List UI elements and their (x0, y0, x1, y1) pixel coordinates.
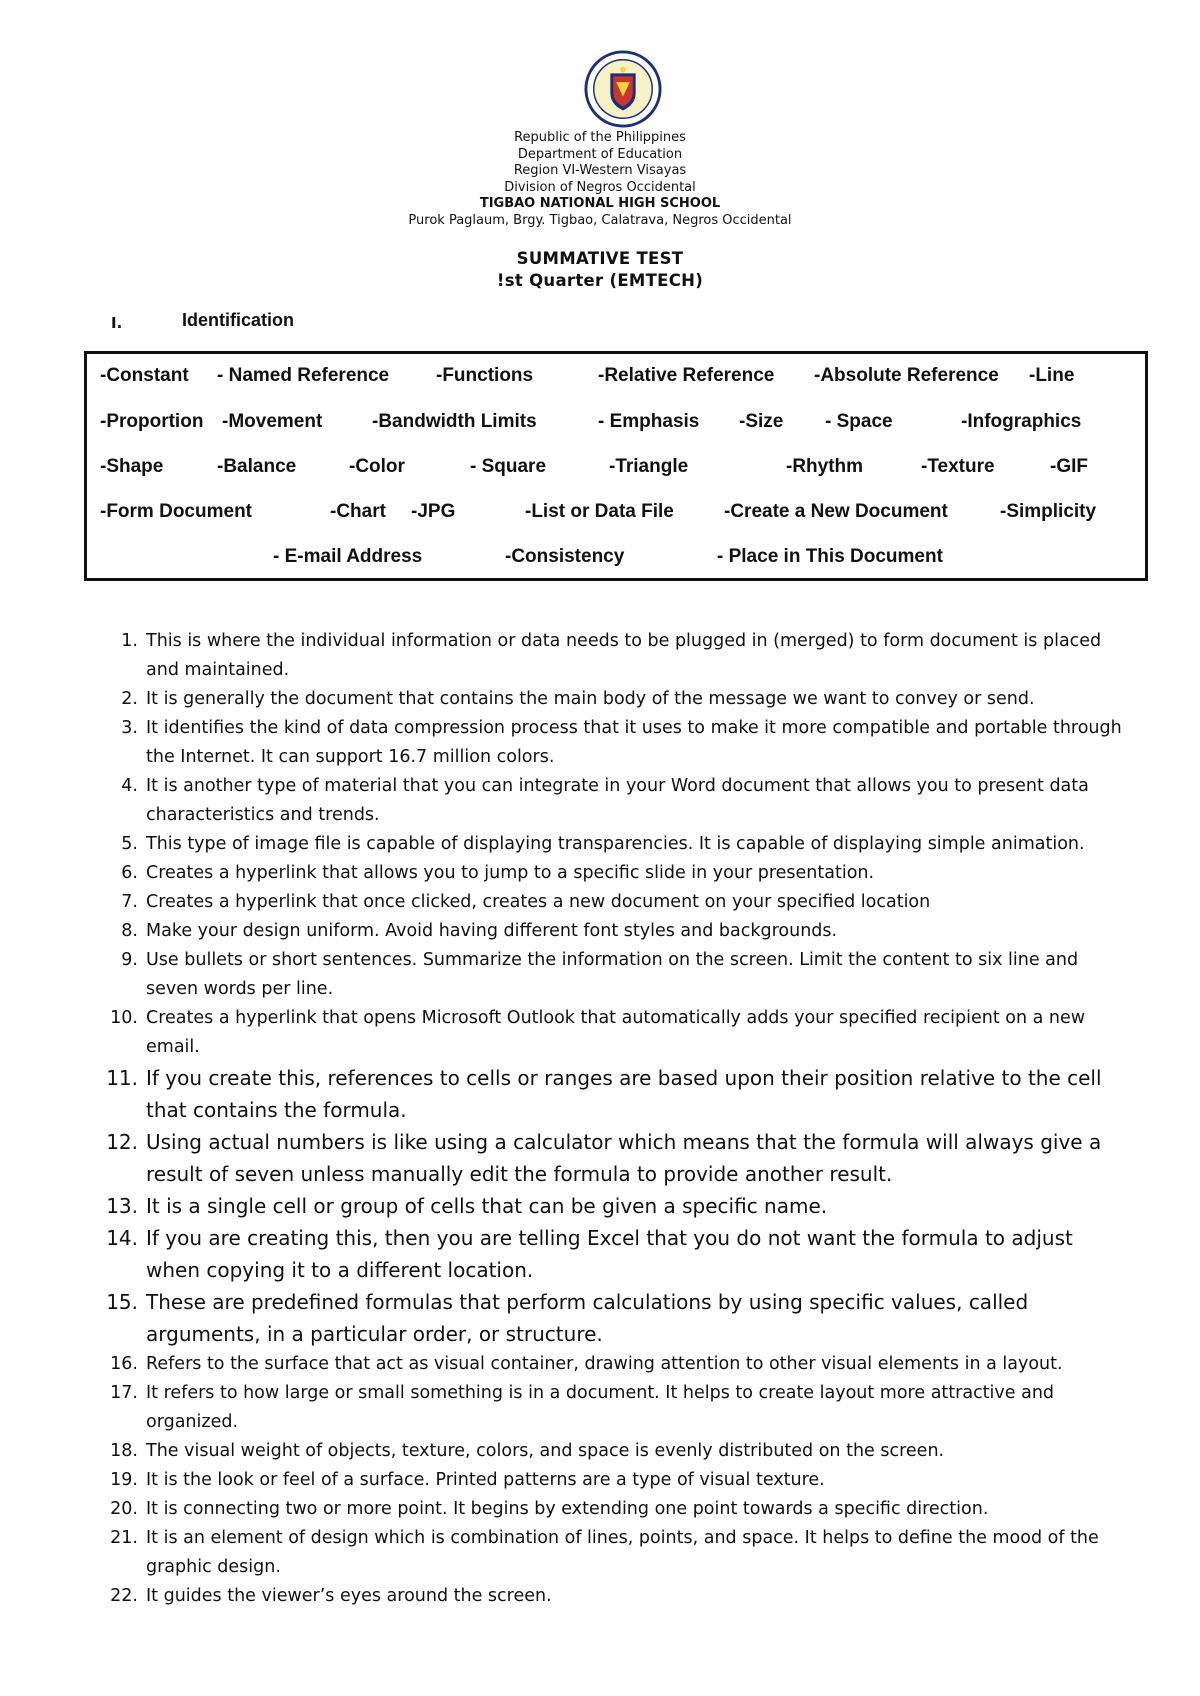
word-bank-item: - Square (470, 456, 547, 477)
word-bank-item: -Texture (921, 456, 995, 477)
question-item: 2. It is generally the document that contains the main body of the message we want to convey or send. (121, 689, 1035, 709)
word-bank-item: -Movement (222, 411, 323, 432)
word-bank-item: -Triangle (609, 456, 689, 477)
letterhead-line: Department of Education (517, 146, 683, 162)
section-number: I. (111, 314, 123, 332)
test-heading (0, 248, 1200, 292)
word-bank-item: -Chart (330, 501, 386, 522)
word-bank-item: -Infographics (961, 411, 1082, 432)
letterhead-line: Region VI-Western Visayas (513, 163, 687, 178)
word-bank-item: -Proportion (100, 411, 204, 432)
question-item: 7. Creates a hyperlink that once clicked, creates a new document on your specified location (121, 892, 931, 912)
word-bank-item: -Color (349, 456, 405, 477)
school-address: Purok Paglaum, Brgy. Tigbao, Calatrava, Negros Occidental (408, 212, 792, 228)
word-bank-item: -Balance (217, 456, 297, 477)
question-item: 9. Use bullets or short sentences. Summarize the information on the screen. Limit the content to six line and seven words per line. (121, 950, 1079, 999)
letterhead (0, 130, 1200, 229)
question-item: 21. It is an element of design which is combination of lines, points, and space. It helps to define the mood of the graphic design. (110, 1528, 1099, 1577)
section-title: Identification (182, 310, 294, 330)
question-item: 12. Using actual numbers is like using a calculator which means that the formula will always give a result of seven unless manually edit the formula to provide another result. (106, 1130, 1102, 1186)
letterhead-line: Division of Negros Occidental (504, 179, 696, 195)
word-bank-item: -Rhythm (786, 456, 864, 477)
test-subtitle: !st Quarter (EMTECH) (496, 271, 704, 290)
question-item: 3. It identifies the kind of data compression process that it uses to make it more compatible and portable through the Internet. It can support 16.7 million colors. (121, 718, 1122, 767)
question-item: 5. This type of image file is capable of displaying transparencies. It is capable of displaying simple animation. (121, 834, 1085, 854)
word-bank-item: -JPG (411, 501, 456, 522)
word-bank-item: -Size (739, 411, 784, 432)
test-title: SUMMATIVE TEST (516, 249, 684, 268)
deped-seal-logo (584, 50, 662, 128)
word-bank-item: -Relative Reference (598, 365, 775, 386)
word-bank-item: -List or Data File (525, 501, 674, 522)
question-item: 14. If you are creating this, then you are telling Excel that you do not want the formula to adjust when copying it to a different location. (106, 1226, 1073, 1282)
word-bank-item: -Create a New Document (724, 501, 948, 522)
word-bank-item: -Absolute Reference (814, 365, 999, 386)
letterhead-line: Republic of the Philippines (514, 130, 686, 145)
word-bank-item: -Consistency (505, 546, 625, 567)
question-item: 20. It is connecting two or more point. It begins by extending one point towards a specific direction. (110, 1499, 989, 1519)
word-bank-item: - Named Reference (217, 365, 390, 386)
word-bank-item: -Form Document (100, 501, 252, 522)
question-item: 6. Creates a hyperlink that allows you to jump to a specific slide in your presentation. (121, 863, 875, 883)
word-bank-item: - Emphasis (598, 411, 700, 432)
question-item: 15. These are predefined formulas that perform calculations by using specific values, called arguments, in a particular order, or structure. (106, 1290, 1029, 1346)
question-item: 8. Make your design uniform. Avoid having different font styles and backgrounds. (121, 921, 838, 941)
question-item: 22. It guides the viewer’s eyes around the screen. (110, 1586, 552, 1606)
word-bank-item: -GIF (1050, 456, 1088, 477)
word-bank-item: -Functions (436, 365, 534, 386)
word-bank-item: -Line (1029, 365, 1075, 386)
question-item: 18. The visual weight of objects, texture, colors, and space is evenly distributed on the screen. (110, 1441, 945, 1461)
question-item: 1. This is where the individual information or data needs to be plugged in (merged) to form document is placed and maintained. (121, 631, 1102, 680)
school-name: TIGBAO NATIONAL HIGH SCHOOL (479, 196, 721, 211)
question-item: 19. It is the look or feel of a surface. Printed patterns are a type of visual texture. (110, 1470, 825, 1490)
question-item: 17. It refers to how large or small something is in a document. It helps to create layout more attractive and organized. (110, 1383, 1055, 1432)
word-bank-item: - Place in This Document (717, 546, 943, 567)
word-bank-item: -Constant (100, 365, 189, 386)
question-item: 10. Creates a hyperlink that opens Microsoft Outlook that automatically adds your specified recipient on a new email. (110, 1008, 1086, 1057)
word-bank-item: - E-mail Address (273, 546, 423, 567)
word-bank-item: -Shape (100, 456, 164, 477)
question-item: 16. Refers to the surface that act as visual container, drawing attention to other visual elements in a layout. (110, 1354, 1063, 1374)
question-item: 4. It is another type of material that you can integrate in your Word document that allows you to present data characteristics and trends. (121, 776, 1089, 825)
question-list (100, 627, 1130, 1611)
word-bank-item: -Bandwidth Limits (372, 411, 537, 432)
word-bank-item: - Space (825, 411, 893, 432)
question-item: 13. It is a single cell or group of cells that can be given a specific name. (106, 1194, 828, 1218)
word-bank-box (84, 351, 1148, 581)
question-item: 11. If you create this, references to cells or ranges are based upon their position relative to the cell that contains the formula. (106, 1066, 1102, 1122)
word-bank-item: -Simplicity (1000, 501, 1097, 522)
